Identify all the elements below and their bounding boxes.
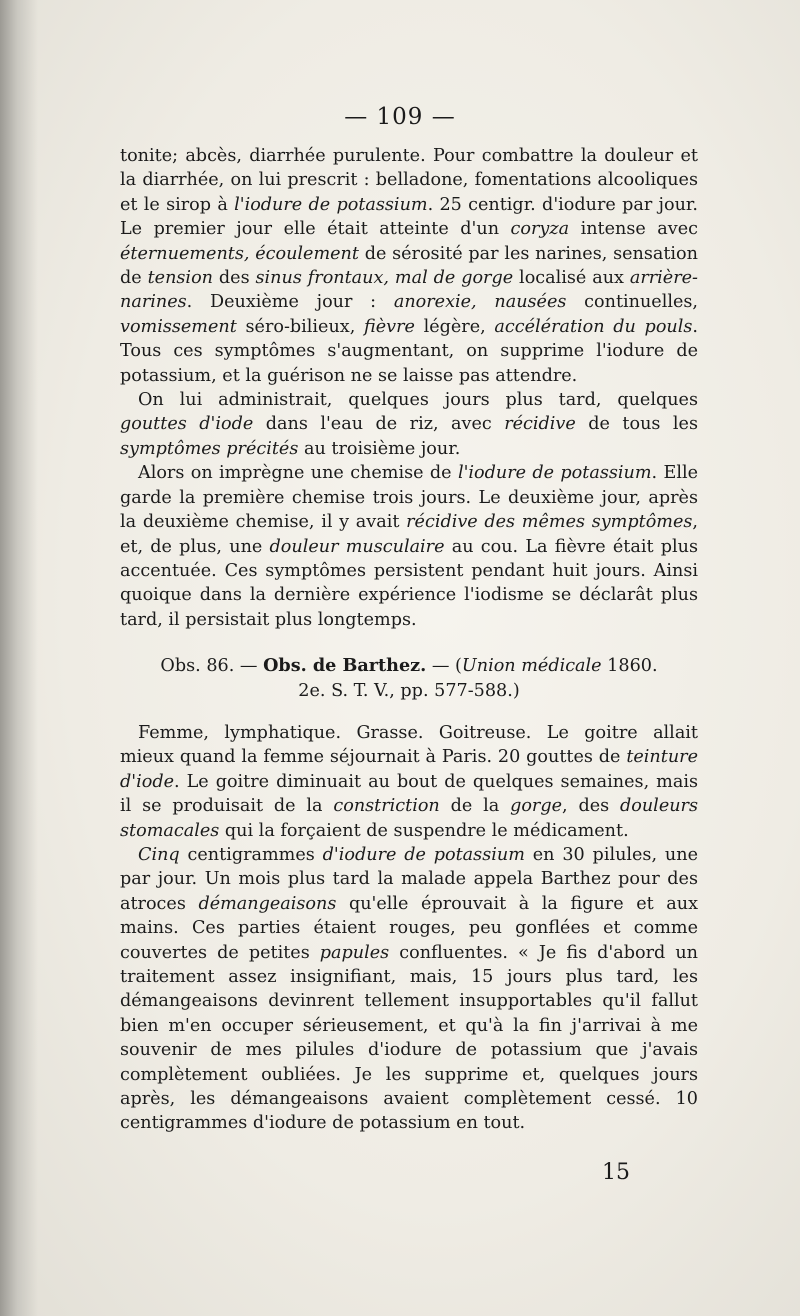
text-run: . Elle garde la première chemise trois jours. Le deuxième jour, après la deuxième chemise, il y avait bbox=[120, 463, 699, 533]
italic-run: éternuements, écoulement bbox=[120, 243, 359, 264]
paragraph-case-continuation bbox=[120, 144, 698, 388]
italic-run: sinus frontaux, mal de gorge bbox=[255, 268, 514, 289]
italic-run: démangeaisons bbox=[198, 893, 337, 914]
page-number: — 109 — bbox=[344, 104, 456, 130]
signature-mark: 15 bbox=[602, 1160, 630, 1185]
italic-run: fièvre bbox=[363, 316, 415, 337]
italic-run: Union médicale bbox=[461, 656, 602, 677]
text-run: qu'elle éprouvait à la figure et aux mains. Ces parties étaient rouges, peu gonflées et comme couvertes de petites bbox=[120, 893, 698, 963]
italic-run: anorexie, nausées bbox=[393, 292, 567, 313]
text-run: au cou. La fièvre était plus accentuée. Ces symptômes persistent pendant huit jours. Ainsi quoique dans la dernière expérience l'iodisme se déclarât plus tard, il persistait plus longtemps. bbox=[120, 536, 698, 630]
text-run: légère, bbox=[414, 316, 495, 337]
text-run: Obs. 86. — bbox=[160, 656, 264, 677]
text-run: Femme, lymphatique. Grasse. Goitreuse. Le goitre allait mieux quand la femme séjournait à Paris. 20 gouttes de bbox=[120, 722, 698, 768]
text-run: 1860. bbox=[601, 656, 658, 677]
text-run: dans l'eau de riz, avec bbox=[253, 414, 505, 435]
text-run: de tous les bbox=[575, 414, 698, 435]
observation-heading bbox=[120, 654, 698, 703]
page-body bbox=[120, 144, 698, 1136]
italic-run: l'iodure de potassium bbox=[234, 194, 428, 215]
paragraph-shirt-experiment bbox=[120, 461, 698, 632]
italic-run: coryza bbox=[510, 219, 570, 240]
text-run: séro-bilieux, bbox=[236, 316, 364, 337]
text-run: confluentes. « Je fis d'abord un traitement assez insignifiant, mais, 15 jours plus tard, les démangeaisons devinrent tellement insupportables qu'il fallut bien m'en occuper sérieusement, et qu'à la fin j'arrivai à me souvenir de mes pilules d'iodure de potassium que j'avais complètement oubliées. Je les supprime et, quelques jours après, les démangeaisons avaient complètement cessé. 10 centigrammes d'iodure de potassium en tout. bbox=[120, 942, 698, 1134]
italic-run: d'iodure de potassium bbox=[322, 844, 525, 865]
paragraph-potassium-pills bbox=[120, 843, 698, 1136]
text-run: intense avec bbox=[569, 219, 698, 240]
text-run: centigrammes bbox=[179, 844, 323, 865]
text-run: localisé aux bbox=[513, 268, 630, 289]
text-run: , des bbox=[562, 796, 620, 817]
text-run: Alors on imprègne une chemise de bbox=[138, 463, 458, 484]
text-run: . Deuxième jour : bbox=[186, 292, 394, 313]
italic-run: gouttes d'iode bbox=[120, 414, 254, 435]
text-run: , et, de plus, une bbox=[120, 512, 699, 557]
text-run: continuelles, bbox=[566, 292, 699, 313]
text-run: des bbox=[213, 268, 256, 289]
italic-run: constriction bbox=[333, 796, 440, 817]
text-run: . 25 centigr. d'iodure par jour. Le premier jour elle était atteinte d'un bbox=[120, 194, 698, 240]
italic-run: arrière-narines bbox=[120, 268, 698, 313]
text-run: de sérosité par les narines, sensation de bbox=[120, 243, 698, 289]
text-run: tonite; abcès, diarrhée purulente. Pour combattre la douleur et la diarrhée, on lui prescrit : belladone, fomentations alcooliques et le sirop à bbox=[120, 146, 698, 215]
text-run: On lui administrait, quelques jours plus tard, quelques bbox=[138, 390, 698, 411]
italic-run: récidive des mêmes symptômes bbox=[406, 512, 693, 533]
observation-reference: 2e. S. T. V., pp. 577-588.) bbox=[298, 680, 520, 701]
italic-run: récidive bbox=[504, 414, 576, 435]
italic-run: douleur musculaire bbox=[269, 536, 445, 557]
paragraph-iodine-drops bbox=[120, 388, 698, 461]
italic-run: Cinq bbox=[138, 844, 180, 865]
italic-run: symptômes précités bbox=[120, 438, 299, 459]
italic-run: gorge bbox=[510, 796, 563, 817]
paragraph-goitre-case bbox=[120, 721, 698, 843]
text-run: au troisième jour. bbox=[298, 438, 461, 459]
text-run: — ( bbox=[426, 656, 462, 677]
text-run: qui la forçaient de suspendre le médicament. bbox=[219, 820, 629, 841]
italic-run: vomissement bbox=[120, 316, 237, 337]
text-run: . Le goitre diminuait au bout de quelques semaines, mais il se produisait de la bbox=[120, 771, 698, 817]
italic-run: teinture d'iode bbox=[120, 747, 698, 792]
text-run: . Tous ces symptômes s'augmentant, on supprime l'iodure de potassium, et la guérison ne se laisse pas attendre. bbox=[120, 316, 698, 386]
text-run: de la bbox=[439, 796, 511, 817]
italic-run: accélération du pouls bbox=[494, 316, 693, 337]
italic-run: douleurs stomacales bbox=[120, 796, 698, 841]
text-run: en 30 pilules, une par jour. Un mois plus tard la malade appela Barthez pour des atroces bbox=[120, 844, 698, 914]
bold-run: Obs. de Barthez. bbox=[263, 655, 427, 677]
italic-run: l'iodure de potassium bbox=[457, 463, 652, 484]
italic-run: papules bbox=[319, 942, 390, 963]
italic-run: tension bbox=[147, 268, 213, 289]
